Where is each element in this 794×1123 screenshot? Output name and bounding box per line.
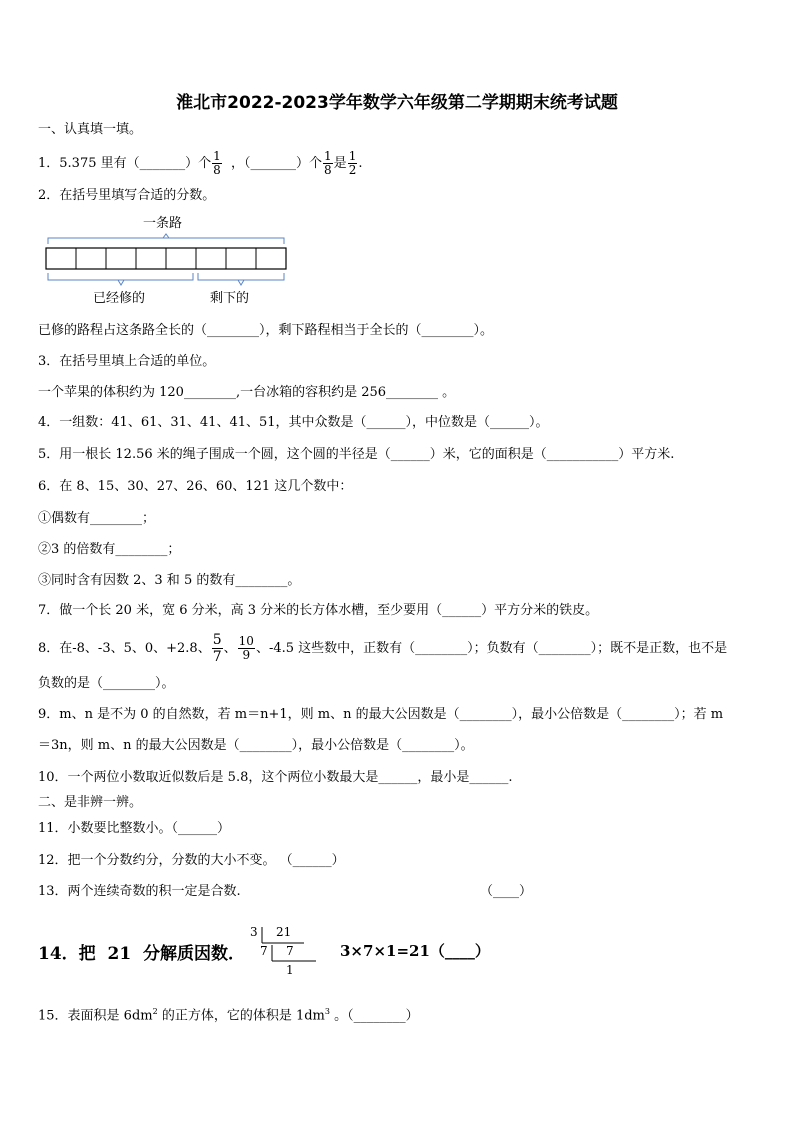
question-3: 3．在括号里填上合适的单位。: [38, 354, 216, 369]
question-3-answer: 一个苹果的体积约为 120________,一台冰箱的容积约是 256________ 。: [38, 385, 456, 400]
section-1-heading: 一、认真填一填。: [38, 122, 143, 137]
question-6b: ②3 的倍数有________；: [38, 542, 181, 557]
question-12: 12．把一个分数约分，分数的大小不变。 （______）: [38, 853, 345, 868]
question-6a: ①偶数有________；: [38, 511, 156, 526]
question-13: 13．两个连续奇数的积一定是合数.: [38, 884, 241, 899]
question-9: 9．m、n 是不为 0 的自然数，若 m＝n+1，则 m、n 的最大公因数是（________），最小公倍数是（________）；若 m: [38, 707, 724, 722]
question-1: 1．5.375 里有（_______）个 $\frac{1}{8}$ ，（_______）个 $\frac{1}{8}$ 是 $\frac{1}{2}$ .: [38, 149, 363, 177]
question-9-cont: ＝3n，则 m、n 的最大公因数是（________），最小公倍数是（________）。: [38, 738, 474, 753]
question-8: 8．在-8、-3、5、0、+2.8、 $\frac{5}{7}$ 、 $\frac{10}{9}$ 、-4.5 这些数中，正数有（________）；负数有（________）；既不是正数，也不是: [38, 632, 728, 665]
fraction: $\frac{1}{8}$: [213, 149, 221, 177]
section-2-heading: 二、是非辨一辨。: [38, 795, 143, 810]
question-6c: ③同时含有因数 2、3 和 5 的数有________。: [38, 573, 301, 588]
fraction: $\frac{10}{9}$: [238, 634, 254, 662]
road-label: 一条路: [143, 216, 183, 231]
fraction: $\frac{1}{8}$: [324, 149, 332, 177]
road-segments: [38, 210, 298, 310]
question-6: 6．在 8、15、30、27、26、60、121 这几个数中：: [38, 479, 353, 494]
question-2-answer: 已修的路程占这条路全长的（________），剩下路程相当于全长的（________）。: [38, 323, 494, 338]
question-15: 15．表面积是 $6dm^2$ 的正方体，它的体积是 $1dm^3$ 。（________）: [38, 1007, 419, 1024]
question-7: 7．做一个长 20 米，宽 6 分米，高 3 分米的长方体水槽，至少要用（______）平方分米的铁皮。: [38, 603, 599, 618]
question-8-cont: 负数的是（________）。: [38, 676, 175, 691]
question-14: 14．把 21 分解质因数． 3 21 7 7 1 3×7×1=21（____）: [38, 925, 738, 981]
road-diagram: [38, 210, 298, 310]
short-division: 3 21 7 7 1: [250, 925, 294, 977]
built-label: 已经修的: [93, 291, 146, 306]
remaining-label: 剩下的: [210, 291, 250, 306]
question-2: 2．在括号里填写合适的分数。: [38, 188, 216, 203]
fraction: $\frac{5}{7}$: [212, 632, 222, 665]
question-11: 11．小数要比整数小。（______）: [38, 821, 231, 836]
page-title: 淮北市2022-2023学年数学六年级第二学期期末统考试题: [176, 93, 618, 113]
question-10: 10．一个两位小数取近似数后是 5.8，这个两位小数最大是______，最小是______.: [38, 770, 513, 785]
question-5: 5．用一根长 12.56 米的绳子围成一个圆，这个圆的半径是（______）米，它的面积是（___________）平方米.: [38, 447, 675, 462]
question-13-answer: （____）: [480, 884, 533, 899]
question-4: 4．一组数：41、61、31、41、41、51，其中众数是（______），中位数是（______）。: [38, 415, 549, 430]
fraction: $\frac{1}{2}$: [348, 149, 357, 177]
